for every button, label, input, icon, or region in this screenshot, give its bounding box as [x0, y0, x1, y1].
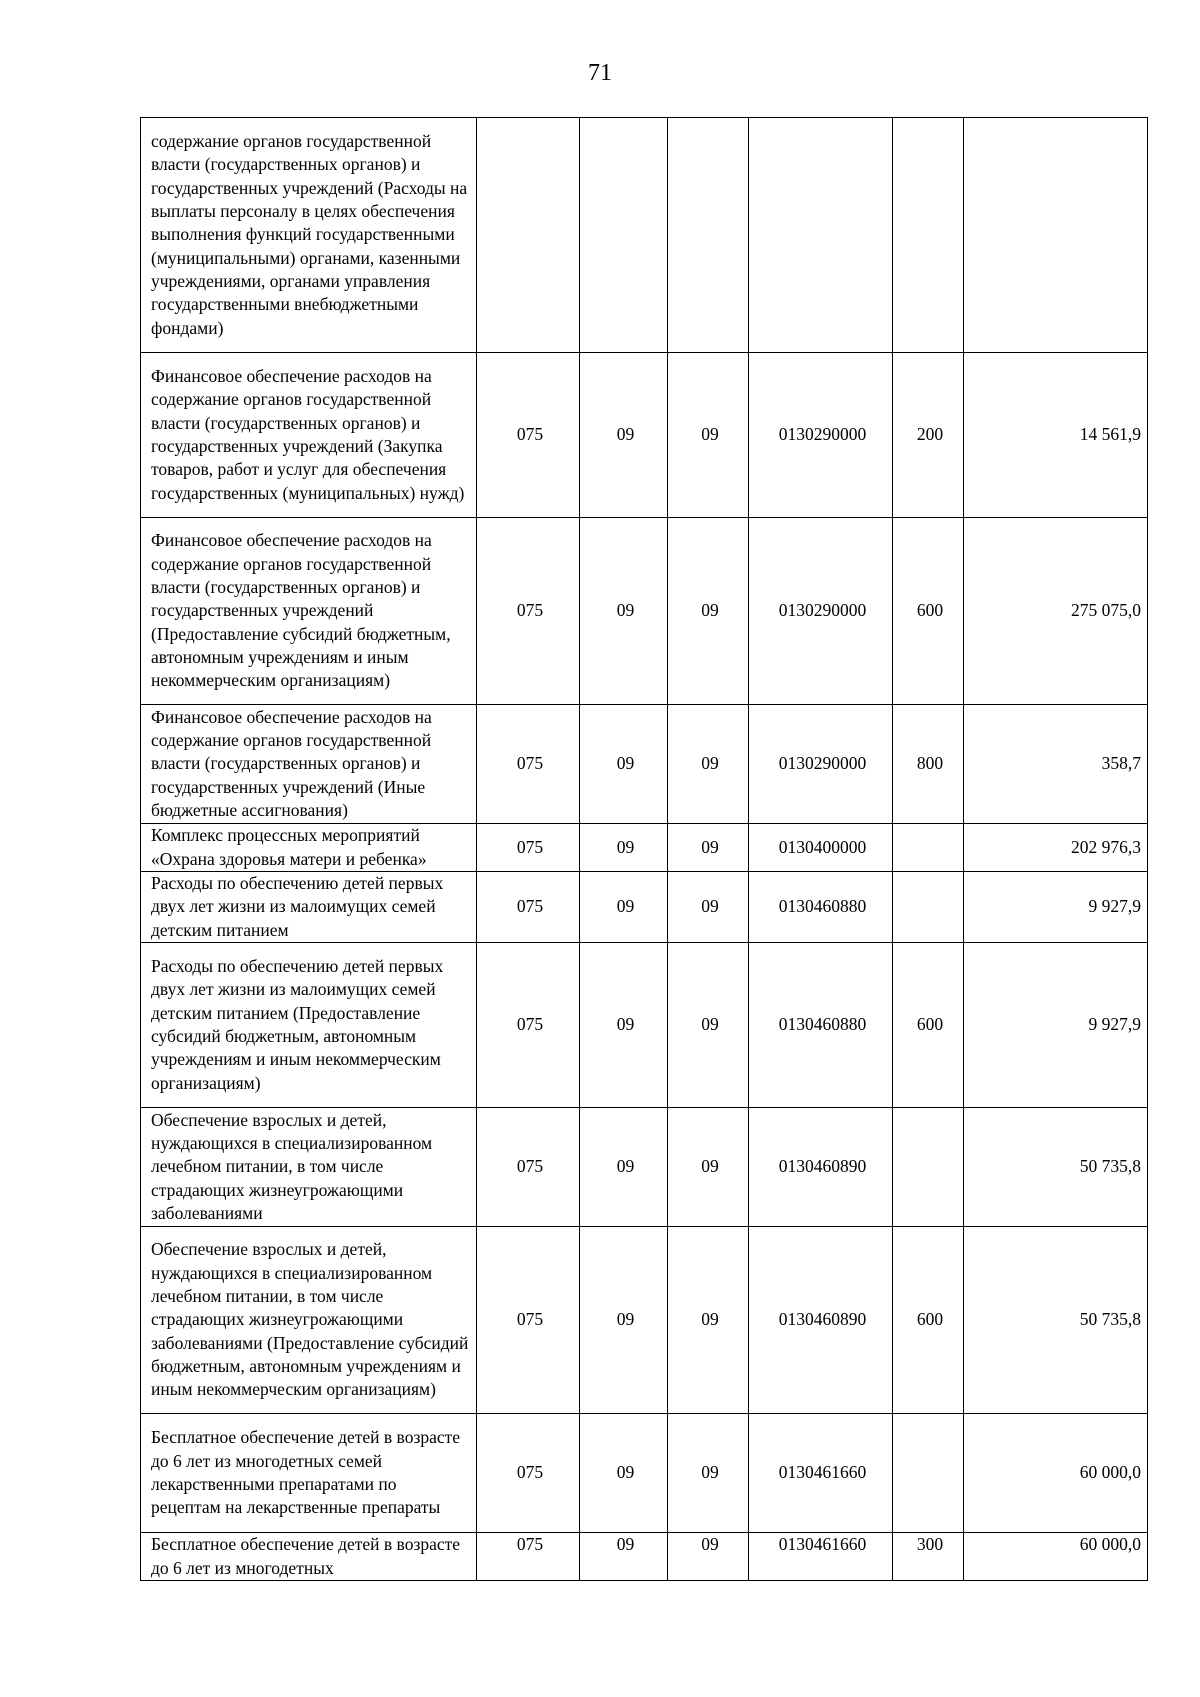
section-code-cell: [580, 118, 668, 353]
expense-type-cell: 800: [893, 705, 964, 824]
subsection-code-cell: 09: [668, 872, 749, 943]
table-row: [141, 118, 1148, 353]
table-row: [141, 353, 1148, 518]
target-article-cell: 0130461660: [749, 1533, 893, 1581]
table-row: [141, 872, 1148, 943]
subsection-code-cell: 09: [668, 705, 749, 824]
expense-type-cell: [893, 872, 964, 943]
expense-name-cell: Бесплатное обеспечение детей в возрасте до 6 лет из многодетных семей лекарственными препаратами по рецептам на лекарственные препараты: [141, 1414, 477, 1533]
amount-cell: 50 735,8: [964, 1227, 1148, 1414]
table-row: [141, 824, 1148, 872]
amount-cell: 202 976,3: [964, 824, 1148, 872]
expense-name-cell: Комплекс процессных мероприятий «Охрана здоровья матери и ребенка»: [141, 824, 477, 872]
ministry-code-cell: 075: [477, 1108, 580, 1227]
amount-cell: 60 000,0: [964, 1533, 1148, 1581]
section-code-cell: 09: [580, 353, 668, 518]
section-code-cell: 09: [580, 1227, 668, 1414]
expense-type-cell: 600: [893, 1227, 964, 1414]
subsection-code-cell: 09: [668, 1414, 749, 1533]
expense-name-cell: Финансовое обеспечение расходов на содержание органов государственной власти (государственных органов) и государственных учреждений (Иные бюджетные ассигнования): [141, 705, 477, 824]
target-article-cell: 0130290000: [749, 353, 893, 518]
table-row: [141, 943, 1148, 1108]
section-code-cell: 09: [580, 705, 668, 824]
subsection-code-cell: 09: [668, 824, 749, 872]
section-code-cell: 09: [580, 518, 668, 705]
expense-name-cell: Обеспечение взрослых и детей, нуждающихся в специализированном лечебном питании, в том числе страдающих жизнеугрожающими заболеваниями: [141, 1108, 477, 1227]
amount-cell: 9 927,9: [964, 943, 1148, 1108]
page-number: 71: [588, 60, 612, 86]
table-row: [141, 1108, 1148, 1227]
section-code-cell: 09: [580, 1533, 668, 1581]
ministry-code-cell: 075: [477, 705, 580, 824]
amount-cell: 14 561,9: [964, 353, 1148, 518]
expense-name-cell: Финансовое обеспечение расходов на содержание органов государственной власти (государственных органов) и государственных учреждений (Предоставление субсидий бюджетным, автономным учреждениям и иным некоммерческим организациям): [141, 518, 477, 705]
expense-name-cell: содержание органов государственной власти (государственных органов) и государственных учреждений (Расходы на выплаты персоналу в целях обеспечения выполнения функций государственными (муниципальными) органами, казенными учреждениями, органами управления государственными внебюджетными фондами): [141, 118, 477, 353]
section-code-cell: 09: [580, 872, 668, 943]
amount-cell: 60 000,0: [964, 1414, 1148, 1533]
subsection-code-cell: 09: [668, 943, 749, 1108]
budget-table: [140, 117, 1148, 1581]
ministry-code-cell: 075: [477, 353, 580, 518]
expense-name-cell: Финансовое обеспечение расходов на содержание органов государственной власти (государственных органов) и государственных учреждений (Закупка товаров, работ и услуг для обеспечения государственных (муниципальных) нужд): [141, 353, 477, 518]
expense-type-cell: 600: [893, 518, 964, 705]
ministry-code-cell: 075: [477, 1227, 580, 1414]
subsection-code-cell: 09: [668, 1533, 749, 1581]
target-article-cell: 0130400000: [749, 824, 893, 872]
subsection-code-cell: 09: [668, 1108, 749, 1227]
expense-name-cell: Бесплатное обеспечение детей в возрасте до 6 лет из многодетных: [141, 1533, 477, 1581]
table-row: [141, 705, 1148, 824]
target-article-cell: 0130460890: [749, 1108, 893, 1227]
ministry-code-cell: 075: [477, 943, 580, 1108]
ministry-code-cell: 075: [477, 872, 580, 943]
subsection-code-cell: [668, 118, 749, 353]
ministry-code-cell: 075: [477, 1533, 580, 1581]
expense-type-cell: 300: [893, 1533, 964, 1581]
target-article-cell: 0130460880: [749, 943, 893, 1108]
target-article-cell: 0130460890: [749, 1227, 893, 1414]
table-row: [141, 1227, 1148, 1414]
table-row: [141, 518, 1148, 705]
ministry-code-cell: 075: [477, 824, 580, 872]
ministry-code-cell: 075: [477, 1414, 580, 1533]
expense-type-cell: 200: [893, 353, 964, 518]
expense-type-cell: [893, 1414, 964, 1533]
amount-cell: 358,7: [964, 705, 1148, 824]
expense-type-cell: [893, 118, 964, 353]
subsection-code-cell: 09: [668, 518, 749, 705]
target-article-cell: [749, 118, 893, 353]
expense-name-cell: Расходы по обеспечению детей первых двух лет жизни из малоимущих семей детским питанием (Предоставление субсидий бюджетным, автономным учреждениям и иным некоммерческим организациям): [141, 943, 477, 1108]
section-code-cell: 09: [580, 1108, 668, 1227]
expense-type-cell: [893, 824, 964, 872]
target-article-cell: 0130290000: [749, 518, 893, 705]
section-code-cell: 09: [580, 1414, 668, 1533]
ministry-code-cell: [477, 118, 580, 353]
subsection-code-cell: 09: [668, 353, 749, 518]
expense-name-cell: Обеспечение взрослых и детей, нуждающихся в специализированном лечебном питании, в том числе страдающих жизнеугрожающими заболеваниями (Предоставление субсидий бюджетным, автономным учреждениям и иным некоммерческим организациям): [141, 1227, 477, 1414]
amount-cell: 275 075,0: [964, 518, 1148, 705]
ministry-code-cell: 075: [477, 518, 580, 705]
section-code-cell: 09: [580, 943, 668, 1108]
section-code-cell: 09: [580, 824, 668, 872]
amount-cell: [964, 118, 1148, 353]
expense-type-cell: 600: [893, 943, 964, 1108]
expense-type-cell: [893, 1108, 964, 1227]
amount-cell: 9 927,9: [964, 872, 1148, 943]
subsection-code-cell: 09: [668, 1227, 749, 1414]
table-row: [141, 1533, 1148, 1581]
target-article-cell: 0130290000: [749, 705, 893, 824]
table-row: [141, 1414, 1148, 1533]
target-article-cell: 0130460880: [749, 872, 893, 943]
amount-cell: 50 735,8: [964, 1108, 1148, 1227]
target-article-cell: 0130461660: [749, 1414, 893, 1533]
expense-name-cell: Расходы по обеспечению детей первых двух лет жизни из малоимущих семей детским питанием: [141, 872, 477, 943]
